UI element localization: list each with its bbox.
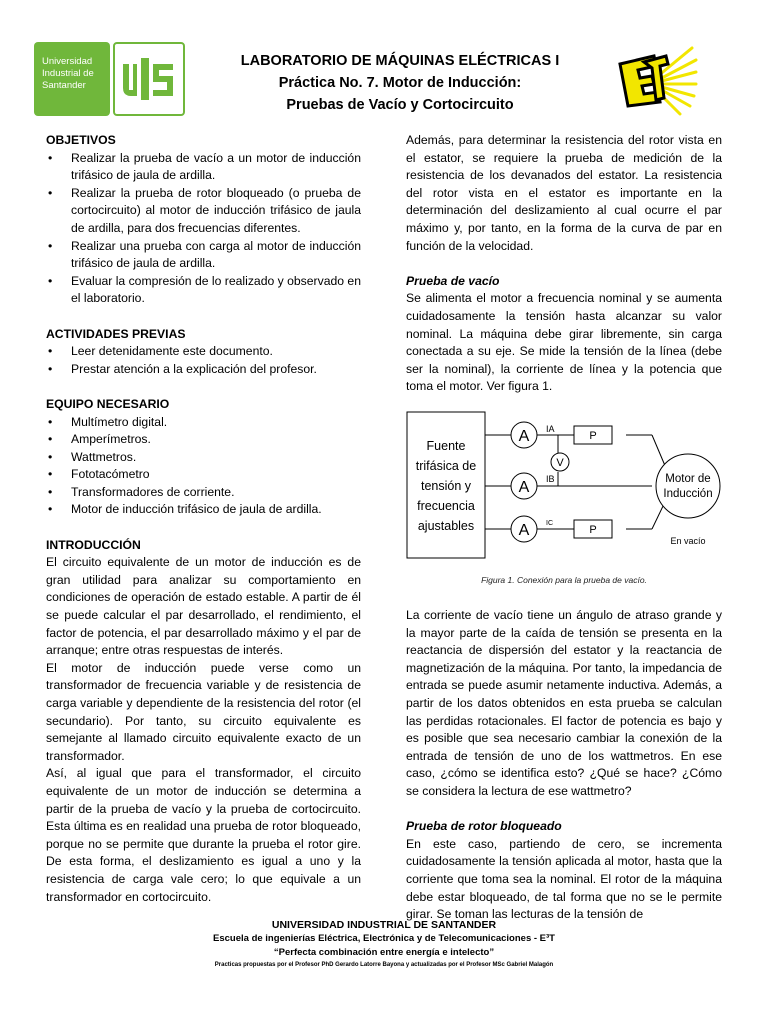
practice-title: Práctica No. 7. Motor de Inducción: bbox=[278, 75, 522, 91]
rotor-resistance-paragraph: Además, para determinar la resistencia del rotor vista en el estator, se requiere la prueba de medición de la resistencia de los devanados del estator. La resistencia del rotor vista en el estator es importante en la determinación del deslizamiento al cual ocurre el par máximo y, por tanto, en la forma de la curva de par en función de la velocidad. bbox=[406, 133, 722, 253]
list-item: • Wattmetros. bbox=[46, 449, 361, 467]
footer-motto: “Perfecta combinación entre energía e intelecto” bbox=[273, 947, 495, 958]
list-item: • Realizar una prueba con carga al motor de inducción trifásico de jaula de ardilla. bbox=[46, 238, 361, 273]
no-load-test-circuit bbox=[406, 408, 722, 576]
current-c-label: IC bbox=[546, 519, 553, 527]
introduccion-heading: INTRODUCCIÓN bbox=[46, 537, 141, 552]
figure-caption: Figura 1. Conexión para la prueba de vacío. bbox=[481, 574, 647, 585]
source-label: trifásica de bbox=[415, 458, 477, 473]
prueba-vacio-paragraph: Se alimenta el motor a frecuencia nominal y se aumenta cuidadosamente la tensión hasta alcanzar su valor nominal. La máquina debe girar libremente, sin carga conectada a su eje. Se mide la tensión de la línea (debe ser la nominal), la corriente de línea y la potencia que toma el motor. Ver figura 1. bbox=[406, 291, 722, 394]
current-b-label: IB bbox=[546, 473, 555, 484]
prueba-rotor-paragraph: En este caso, partiendo de cero, se incrementa cuidadosamente la tensión aplicada al motor, hasta que la corriente que toma sea la nominal. El rotor de la máquina debe estar bloqueado, de tal forma que no se le permite girar. Se toman las lecturas de la tensión de bbox=[406, 836, 722, 922]
list-item: • Prestar atención a la explicación del profesor. bbox=[46, 361, 361, 379]
wattmeter-2-label: P bbox=[589, 523, 597, 536]
actividades-list bbox=[46, 343, 361, 378]
list-item: • Realizar la prueba de vacío a un motor de inducción trifásico de jaula de ardilla. bbox=[46, 150, 361, 185]
objetivos-heading: OBJETIVOS bbox=[46, 133, 116, 147]
motor-icon bbox=[656, 454, 720, 518]
e3t-logo bbox=[614, 42, 698, 116]
uis-logo-line: Industrial de bbox=[42, 68, 94, 79]
voltmeter-label: V bbox=[556, 456, 564, 469]
intro-paragraph: El circuito equivalente de un motor de inducción es de gran utilidad para analizar su comportamiento en condiciones de operación de estado estable. A partir de él se puede calcular el par desarrollado, el rendimiento, el factor de potencia, el par desarrollado máximo y el par de arranque; entre otras respuestas de interés. bbox=[46, 555, 361, 658]
actividades-heading: ACTIVIDADES PREVIAS bbox=[46, 326, 186, 341]
figure-1-diagram bbox=[406, 408, 722, 576]
ammeter-a-label: A bbox=[518, 427, 530, 445]
document-header bbox=[200, 50, 600, 116]
motor-label: Inducción bbox=[663, 487, 713, 500]
source-label: Fuente bbox=[426, 438, 466, 453]
footer-university: UNIVERSIDAD INDUSTRIAL DE SANTANDER bbox=[271, 919, 497, 931]
list-item: • Multímetro digital. bbox=[46, 414, 361, 432]
practice-subtitle: Pruebas de Vacío y Cortocircuito bbox=[286, 97, 514, 113]
ammeter-c-label: A bbox=[518, 521, 530, 539]
intro-paragraph: El motor de inducción puede verse como un transformador de frecuencia variable y de resistencia de carga variable y dependiente de la resistencia del rotor (el secundario). Por tanto, su circuito equivalente es semejante al llamado circuito equivalente exacto de un transformador. bbox=[46, 660, 361, 763]
list-item: • Evaluar la compresión de lo realizado y observado en el laboratorio. bbox=[46, 273, 361, 308]
no-load-current-paragraph: La corriente de vacío tiene un ángulo de atraso grande y la mayor parte de la caída de tensión se presenta en la reactancia de dispersión del estator y la reactancia de magnetización de la máquina. Por tanto, la impedancia de entrada se puede asumir netamente inductiva. Además, a partir de los datos obtenidos en esta prueba se calculan las perdidas rotacionales. El factor de potencia es bajo y es posible que sea necesario cambiar la conexión de la entrada de tensión de uno de los wattmetros. En ese caso, ¿cómo se identifica esto? ¿Qué se hace? ¿Cómo se considera la lectura de ese wattmetro? bbox=[406, 608, 722, 799]
wattmeter-1-label: P bbox=[589, 429, 597, 442]
condition-label: En vacío bbox=[670, 535, 706, 546]
e3t-logo-icon bbox=[614, 42, 698, 116]
prueba-rotor-heading: Prueba de rotor bloqueado bbox=[406, 819, 562, 834]
source-label: ajustables bbox=[417, 518, 475, 533]
equipo-list bbox=[46, 414, 361, 520]
objetivos-list bbox=[46, 150, 361, 308]
source-label: frecuencia bbox=[417, 498, 475, 513]
uis-logo-text bbox=[34, 42, 110, 116]
list-item: • Amperímetros. bbox=[46, 431, 361, 449]
intro-paragraph: Así, al igual que para el transformador, el circuito equivalente de un motor de inducción se determina a partir de la prueba de vacío y la prueba de cortocircuito. Esta última es en realidad una prueba de rotor bloqueado, porque no se permite que durante la prueba el rotor gire. De esta forma, el deslizamiento es igual a uno y la resistencia de carga vale cero; lo que equivale a un transformador en cortocircuito. bbox=[46, 766, 361, 904]
list-item: • Leer detenidamente este documento. bbox=[46, 343, 361, 361]
list-item: • Transformadores de corriente. bbox=[46, 484, 361, 502]
equipo-heading: EQUIPO NECESARIO bbox=[46, 396, 170, 411]
uis-logo-line: Universidad bbox=[42, 56, 93, 67]
left-column bbox=[46, 132, 361, 906]
prueba-vacio-heading: Prueba de vacío bbox=[406, 273, 500, 288]
source-label: tensión y bbox=[420, 478, 472, 493]
uis-logo-icon bbox=[115, 44, 183, 114]
uis-logo-mark bbox=[113, 42, 185, 116]
uis-logo-line: Santander bbox=[42, 80, 86, 91]
ammeter-b-label: A bbox=[518, 478, 530, 496]
list-item: • Fototacómetro bbox=[46, 466, 361, 484]
footer-credits: Practicas propuestas por el Profesor PhD Gerardo Latorre Bayona y actualizadas por el Profesor MSc Gabriel Malagón bbox=[214, 962, 554, 968]
document-footer bbox=[0, 918, 768, 970]
motor-label: Motor de bbox=[665, 472, 711, 485]
list-item: • Motor de inducción trifásico de jaula de ardilla. bbox=[46, 501, 361, 519]
right-column bbox=[406, 132, 722, 924]
current-a-label: IA bbox=[546, 423, 555, 434]
lab-title: LABORATORIO DE MÁQUINAS ELÉCTRICAS I bbox=[240, 53, 560, 69]
list-item: • Realizar la prueba de rotor bloqueado (o prueba de cortocircuito) al motor de inducción trifásico de jaula de ardilla, para dos frecuencias diferentes. bbox=[46, 185, 361, 238]
footer-school: Escuela de ingenierías Eléctrica, Electrónica y de Telecomunicaciones - E³T bbox=[213, 933, 555, 944]
